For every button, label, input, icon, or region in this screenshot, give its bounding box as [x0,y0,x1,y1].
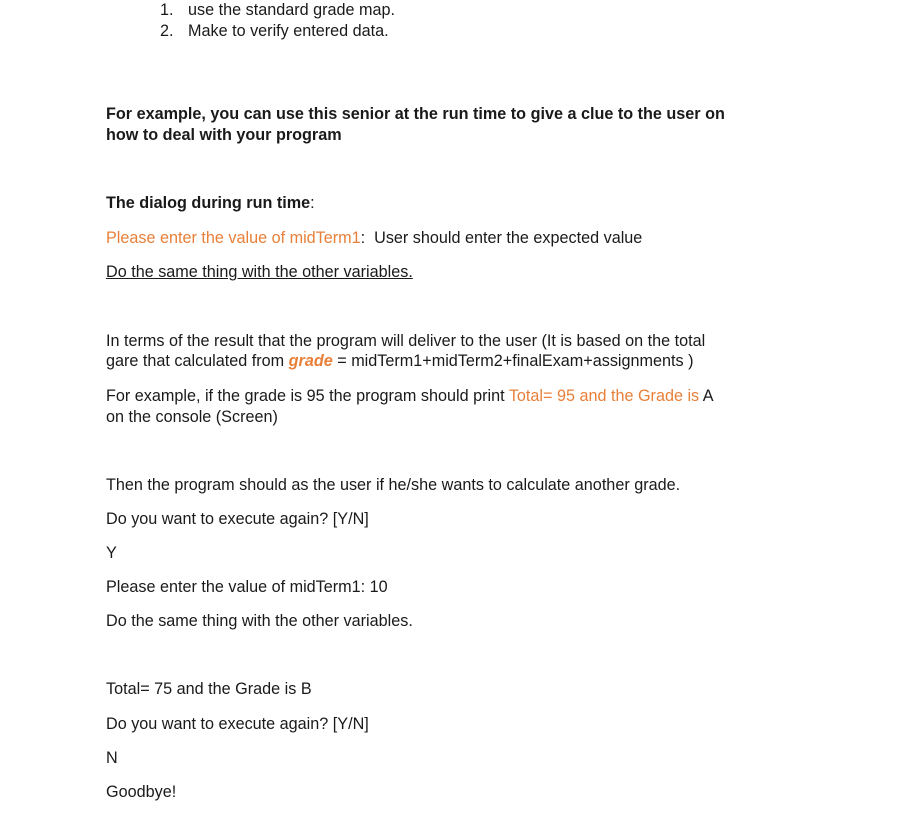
prompt-rest: User should enter the expected value [365,229,643,247]
sample-run-enter: Please enter the value of midTerm1: 10 [106,578,388,596]
result-line2-b: = midTerm1+midTerm2+finalExam+assignments ) [332,352,694,370]
prompt-text: Please enter the value of midTerm1 [106,229,361,247]
result-line2-a: gare that calculated from [106,352,289,370]
list-item [160,21,389,41]
example-note-line2: how to deal with your program [106,126,342,144]
example-note-line1: For example, you can use this senior at the run time to give a clue to the user on [106,105,725,123]
prompt-colon: : [360,229,366,247]
dialog-same-thing: Do the same thing with the other variables. [106,263,413,281]
list-number: 1. [160,1,174,19]
dialog-heading-colon: : [310,194,315,212]
sample-run-intro: Then the program should as the user if he/she wants to calculate another grade. [106,476,681,494]
dialog-heading-text: The dialog during run time [106,194,311,212]
dialog-heading [106,193,315,213]
sample-run-same: Do the same thing with the other variables. [106,612,413,630]
list-item [160,0,395,20]
sample-run-ask2: Do you want to execute again? [Y/N] [106,715,369,733]
result-example-a: For example, if the grade is 95 the program should print [106,387,509,405]
sample-run-ask1: Do you want to execute again? [Y/N] [106,510,369,528]
list-text: use the standard grade map. [188,1,395,19]
sample-run-bye: Goodbye! [106,783,177,801]
result-line1: In terms of the result that the program will deliver to the user (It is based on the total [106,332,706,350]
result-example-output: Total= 95 and the Grade is [508,387,700,405]
sample-run-total: Total= 75 and the Grade is B [106,680,312,698]
result-example-b: A [699,387,714,405]
result-example [106,386,714,406]
sample-run-answer1: Y [106,544,117,562]
grade-keyword: grade [288,352,333,370]
list-text: Make to verify entered data. [188,22,389,40]
result-example-line2: on the console (Screen) [106,408,278,426]
sample-run-answer2: N [106,749,118,767]
dialog-prompt [106,228,642,248]
result-line2 [106,351,694,371]
list-number: 2. [160,22,174,40]
